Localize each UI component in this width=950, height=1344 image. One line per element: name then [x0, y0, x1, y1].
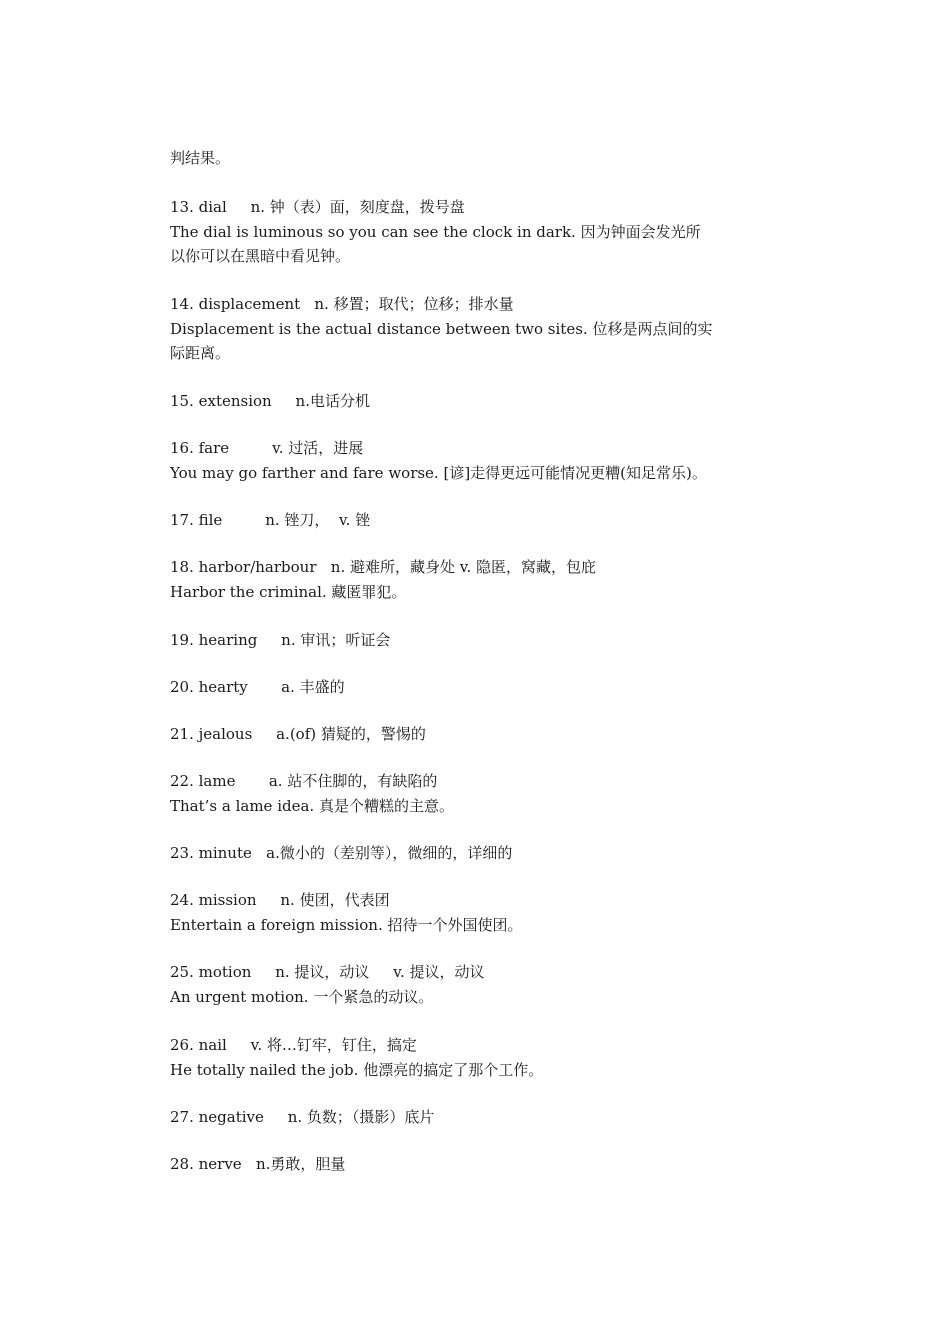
entry-22-example: That’s a lame idea. 真是个糟糕的主意。	[170, 797, 454, 815]
entry-25-example: An urgent motion. 一个紧急的动议。	[170, 988, 434, 1006]
entry-15-heading: 15. extension n.电话分机	[170, 392, 370, 410]
entry-18-example: Harbor the criminal. 藏匿罪犯。	[170, 583, 407, 601]
entry-19-heading: 19. hearing n. 审讯；听证会	[170, 631, 391, 649]
entry-14-heading: 14. displacement n. 移置；取代；位移；排水量	[170, 295, 514, 313]
entry-14-example-cont: 际距离。	[170, 344, 231, 362]
entry-14-example: Displacement is the actual distance between two sites. 位移是两点间的实	[170, 320, 713, 338]
entry-26-heading: 26. nail v. 将…钉牢，钉住，搞定	[170, 1036, 417, 1054]
entry-24-heading: 24. mission n. 使团，代表团	[170, 891, 390, 909]
entry-20-heading: 20. hearty a. 丰盛的	[170, 678, 345, 696]
entry-17-heading: 17. file n. 锉刀， v. 锉	[170, 511, 371, 529]
entry-13-heading: 13. dial n. 钟（表）面，刻度盘，拨号盘	[170, 198, 465, 216]
entry-23-heading: 23. minute a.微小的（差别等），微细的，详细的	[170, 844, 513, 862]
entry-27-heading: 27. negative n. 负数；（摄影）底片	[170, 1108, 435, 1126]
entry-22-heading: 22. lame a. 站不住脚的，有缺陷的	[170, 772, 438, 790]
entry-16-heading: 16. fare v. 过活，进展	[170, 439, 364, 457]
entry-24-example: Entertain a foreign mission. 招待一个外国使团。	[170, 916, 523, 934]
entry-13-example: The dial is luminous so you can see the clock in dark. 因为钟面会发光所	[170, 223, 701, 241]
entry-13-example-cont: 以你可以在黑暗中看见钟。	[170, 247, 351, 265]
entry-16-example: You may go farther and fare worse. [谚]走得更远可能情况更糟(知足常乐)。	[170, 464, 707, 482]
entry-26-example: He totally nailed the job. 他漂亮的搞定了那个工作。	[170, 1061, 544, 1079]
entry-25-heading: 25. motion n. 提议，动议 v. 提议，动议	[170, 963, 485, 981]
entry-28-heading: 28. nerve n.勇敢，胆量	[170, 1155, 346, 1173]
entry-21-heading: 21. jealous a.(of) 猜疑的，警惕的	[170, 725, 426, 743]
entry-18-heading: 18. harbor/harbour n. 避难所，藏身处 v. 隐匿，窝藏，包庇	[170, 558, 596, 576]
text-line: 判结果。	[170, 149, 231, 167]
